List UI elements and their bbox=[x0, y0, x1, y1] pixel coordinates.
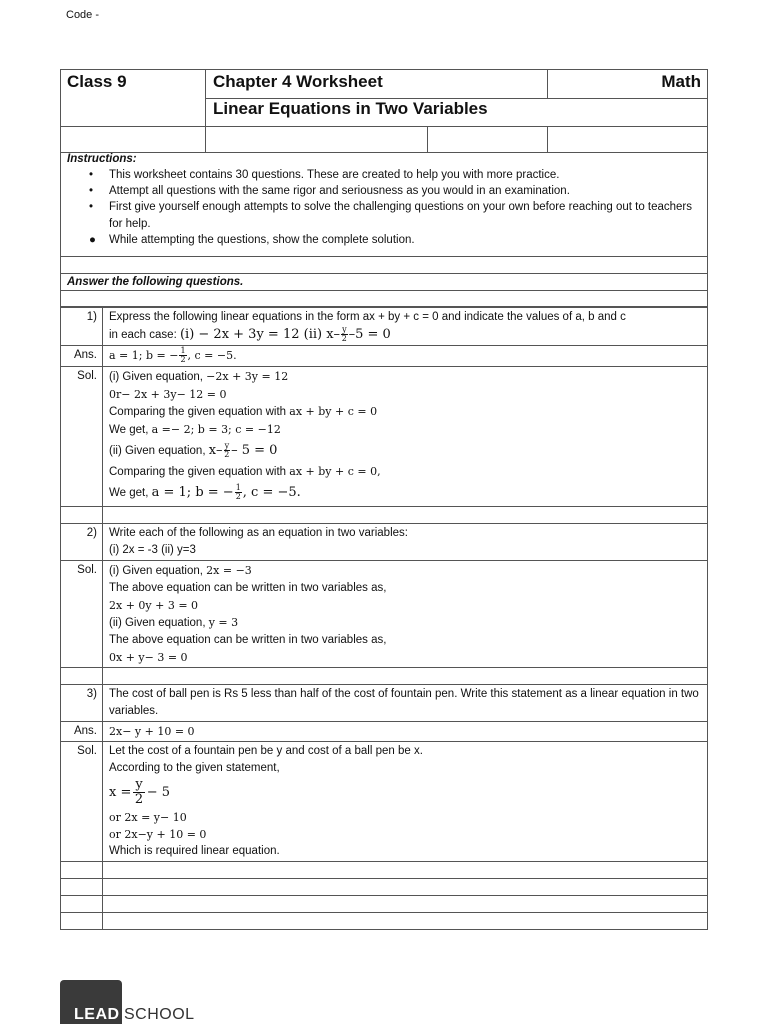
solution-row bbox=[61, 561, 708, 668]
ans-label: Ans. bbox=[61, 346, 103, 367]
logo-school-text: SCHOOL bbox=[124, 1006, 195, 1023]
questions-table bbox=[60, 307, 708, 930]
sol-label: Sol. bbox=[61, 561, 103, 668]
spacer-row bbox=[61, 507, 708, 524]
answer-text: a = 1; b = − $\frac{1}{2}$ , c = −5. bbox=[103, 346, 708, 367]
answer-heading: Answer the following questions. bbox=[67, 276, 244, 288]
solution-row bbox=[61, 742, 708, 862]
question-text: Express the following linear equations in the form ax + by + c = 0 and indicate the values of a, b and c in each case: (i) − 2x + 3y = 12 (ii) x– $\frac{y}{2}$ –5 = 0 bbox=[103, 308, 708, 346]
empty-row bbox=[61, 896, 708, 913]
instruction-item: • Attempt all questions with the same rigor and seriousness as you would in an examination. bbox=[89, 185, 570, 198]
question-row bbox=[61, 308, 708, 346]
chapter-label: Chapter 4 Worksheet bbox=[213, 72, 383, 91]
spacer-row bbox=[60, 291, 708, 307]
question-row bbox=[61, 685, 708, 722]
spacer-row bbox=[60, 257, 708, 274]
instructions-box bbox=[60, 152, 708, 257]
code-label: Code - bbox=[66, 9, 100, 21]
sol-label: Sol. bbox=[61, 742, 103, 862]
instructions-title: Instructions: bbox=[67, 153, 137, 165]
subject-label: Math bbox=[661, 72, 701, 91]
question-row bbox=[61, 524, 708, 561]
solution-text: (i) Given equation, −2x + 3y = 12 0r− 2x + 3y− 12 = 0 Comparing the given equation with ax + by + c = 0 We get, a =− 2; b = 3; c = −12 (ii) Given equation, x– $\frac{y}{2}$ – 5 = 0 Comparing the given equation with ax + by + c = 0, We get, a = 1; b = − $\frac{1}{2}$ , c = −5. bbox=[103, 367, 708, 507]
answer-row bbox=[61, 346, 708, 367]
empty-row bbox=[61, 862, 708, 879]
sol-label: Sol. bbox=[61, 367, 103, 507]
answer-text: 2x− y + 10 = 0 bbox=[103, 722, 708, 742]
question-number: 3) bbox=[61, 685, 103, 722]
worksheet-header bbox=[60, 69, 708, 153]
answer-heading-row bbox=[60, 274, 708, 291]
empty-row bbox=[61, 879, 708, 896]
spacer-row bbox=[61, 668, 708, 685]
instruction-item: • This worksheet contains 30 questions. These are created to help you with more practice. bbox=[89, 169, 560, 181]
solution-text: (i) Given equation, 2x = −3 The above equation can be written in two variables as, 2x + 0y + 3 = 0 (ii) Given equation, y = 3 The above equation can be written in two variables as, 0x + y− 3 = 0 bbox=[103, 561, 708, 668]
logo-lead-text: LEAD bbox=[74, 1006, 120, 1023]
instruction-item: ● While attempting the questions, show the complete solution. bbox=[89, 233, 415, 246]
solution-row bbox=[61, 367, 708, 507]
empty-row bbox=[61, 913, 708, 930]
solution-text: Let the cost of a fountain pen be y and cost of a ball pen be x. According to the given statement, x = $\frac{y}{2}$ − 5 or 2x = y− 10 or 2x−y + 10 = 0 Which is required linear equation. bbox=[103, 742, 708, 862]
class-label: Class 9 bbox=[67, 72, 127, 91]
question-number: 1) bbox=[61, 308, 103, 346]
question-text: The cost of ball pen is Rs 5 less than half of the cost of fountain pen. Write this statement as a linear equation in two variables. bbox=[103, 685, 708, 722]
instruction-item: • First give yourself enough attempts to solve the challenging questions on your own before reaching out to teachers for help. bbox=[89, 201, 693, 230]
instructions-list bbox=[61, 167, 701, 248]
topic-title: Linear Equations in Two Variables bbox=[213, 99, 488, 118]
question-number: 2) bbox=[61, 524, 103, 561]
answer-row bbox=[61, 722, 708, 742]
question-text: Write each of the following as an equation in two variables: (i) 2x = -3 (ii) y=3 bbox=[103, 524, 708, 561]
ans-label: Ans. bbox=[61, 722, 103, 742]
